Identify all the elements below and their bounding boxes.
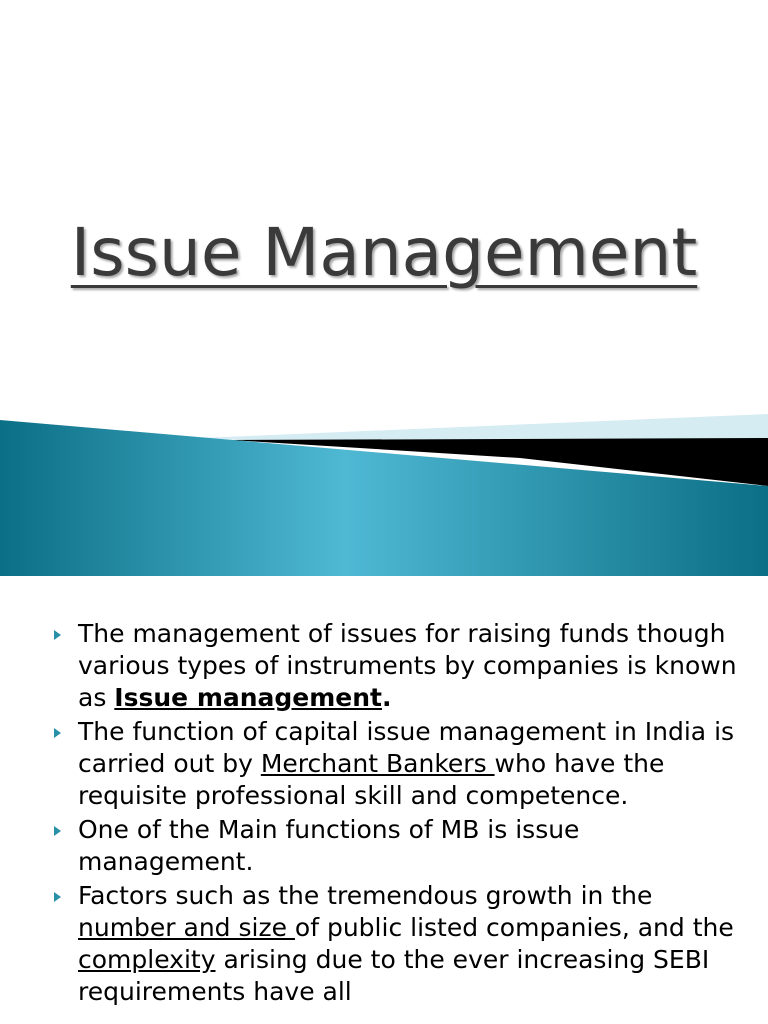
bullet-text-segment: arising due to the ever increasing SEBI requirements have all <box>78 945 710 1006</box>
bullet-text-segment: complexity <box>78 945 216 974</box>
bullet-text-segment: of public listed companies, and the <box>294 913 734 942</box>
bullet-item <box>54 880 754 1008</box>
triangle-right-icon <box>54 630 61 640</box>
triangle-right-icon <box>54 892 61 902</box>
triangle-right-icon <box>54 826 61 836</box>
bullet-text-segment: number and size <box>78 913 295 942</box>
bullet-text-segment: One of the Main functions of MB is issue management. <box>78 815 580 876</box>
decorative-banner <box>0 410 768 576</box>
bullet-list <box>54 618 754 1010</box>
bullet-text-segment: Merchant Bankers <box>260 749 495 778</box>
bullet-item <box>54 618 754 714</box>
bullet-item <box>54 814 754 878</box>
slide-title: Issue Management <box>70 214 698 291</box>
triangle-right-icon <box>54 728 61 738</box>
bullet-text-segment: Issue management <box>114 683 383 712</box>
bullet-text-segment: The function of capital issue management in India is carried out by <box>78 717 735 778</box>
bullet-item <box>54 716 754 812</box>
bullet-text-segment: The management of issues for raising funds though various types of instruments by companies is known as <box>78 619 737 712</box>
bullet-text-segment: . <box>382 683 392 712</box>
bullet-text-segment: Factors such as the tremendous growth in the <box>78 881 653 910</box>
bullet-text-segment: who have the requisite professional skill and competence. <box>78 749 665 810</box>
